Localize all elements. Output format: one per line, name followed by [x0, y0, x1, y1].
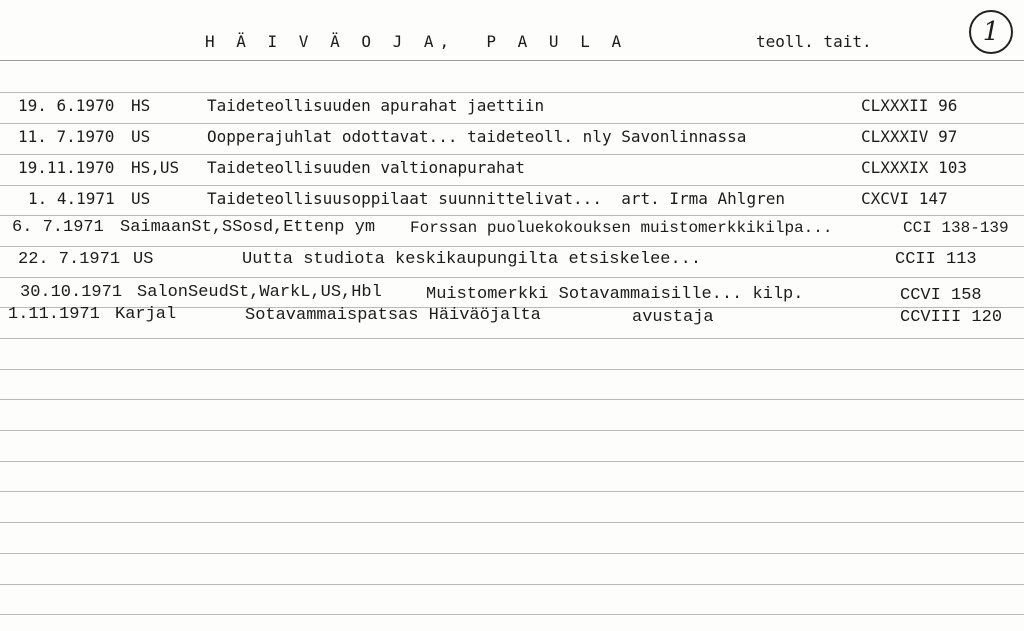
entry-ref: CCI 138-139 [903, 219, 1009, 237]
entry-source: HS [131, 96, 151, 115]
ruled-line [0, 491, 1024, 492]
card-number-circle [969, 10, 1013, 54]
entry-date: 30.10.1971 [20, 283, 123, 302]
ruled-line [0, 399, 1024, 400]
entry-date: 19. 6.1970 [18, 96, 115, 115]
entry-date: 19.11.1970 [18, 158, 115, 177]
entry-title: Forssan puoluekokouksen muistomerkkikilpa... [410, 219, 833, 237]
entry-title: Taideteollisuuden valtionapurahat [207, 158, 525, 177]
entry-ref: CXCVI 147 [861, 189, 948, 208]
ruled-line [0, 246, 1024, 247]
ruled-line [0, 215, 1024, 216]
entry-date: 22. 7.1971 [18, 250, 121, 269]
entry-ref: CCVI 158 [900, 286, 982, 305]
entry-source: US [133, 250, 154, 269]
entry-ref: CLXXXIX 103 [861, 158, 967, 177]
entry-title: Taideteollisuusoppilaat suunnittelivat... art. Irma Ahlgren [207, 189, 785, 208]
entry-note: avustaja [632, 308, 714, 327]
entry-ref: CCVIII 120 [900, 308, 1003, 327]
ruled-line [0, 522, 1024, 523]
entry-date: 6. 7.1971 [12, 218, 104, 237]
ruled-line [0, 277, 1024, 278]
entry-source: SalonSeudSt,WarkL,US,Hbl [137, 283, 382, 302]
ruled-line [0, 430, 1024, 431]
entry-date: 11. 7.1970 [18, 127, 115, 146]
entry-title: Muistomerkki Sotavammaisille... kilp. [426, 285, 804, 304]
entry-source: US [131, 127, 151, 146]
entry-source: Karjal [115, 305, 177, 324]
ruled-line [0, 92, 1024, 93]
entry-date: 1. 4.1971 [28, 189, 115, 208]
entry-title: Sotavammaispatsas Häiväöjalta [245, 306, 541, 325]
profession: teoll. tait. [756, 32, 872, 51]
ruled-line [0, 154, 1024, 155]
card-number: 1 [982, 17, 1000, 47]
header-rule [0, 60, 1024, 61]
entry-source: US [131, 189, 151, 208]
entry-source: SaimaanSt,SSosd,Ettenp ym [120, 218, 376, 237]
ruled-line [0, 461, 1024, 462]
ruled-line [0, 338, 1024, 339]
entry-title: Uutta studiota keskikaupungilta etsiskelee... [242, 250, 702, 269]
ruled-line [0, 185, 1024, 186]
entry-ref: CLXXXIV 97 [861, 127, 958, 146]
entry-date: 1.11.1971 [8, 305, 100, 324]
ruled-line [0, 369, 1024, 370]
entry-title: Oopperajuhlat odottavat... taideteoll. nly Savonlinnassa [207, 127, 747, 146]
entry-title: Taideteollisuuden apurahat jaettiin [207, 96, 545, 115]
entry-ref: CCII 113 [895, 250, 977, 269]
ruled-line [0, 614, 1024, 615]
entry-source: HS,US [131, 158, 180, 177]
ruled-line [0, 123, 1024, 124]
person-name: H Ä I V Ä O J A, P A U L A [205, 32, 628, 51]
ruled-line [0, 553, 1024, 554]
ruled-line [0, 584, 1024, 585]
entry-ref: CLXXXII 96 [861, 96, 958, 115]
